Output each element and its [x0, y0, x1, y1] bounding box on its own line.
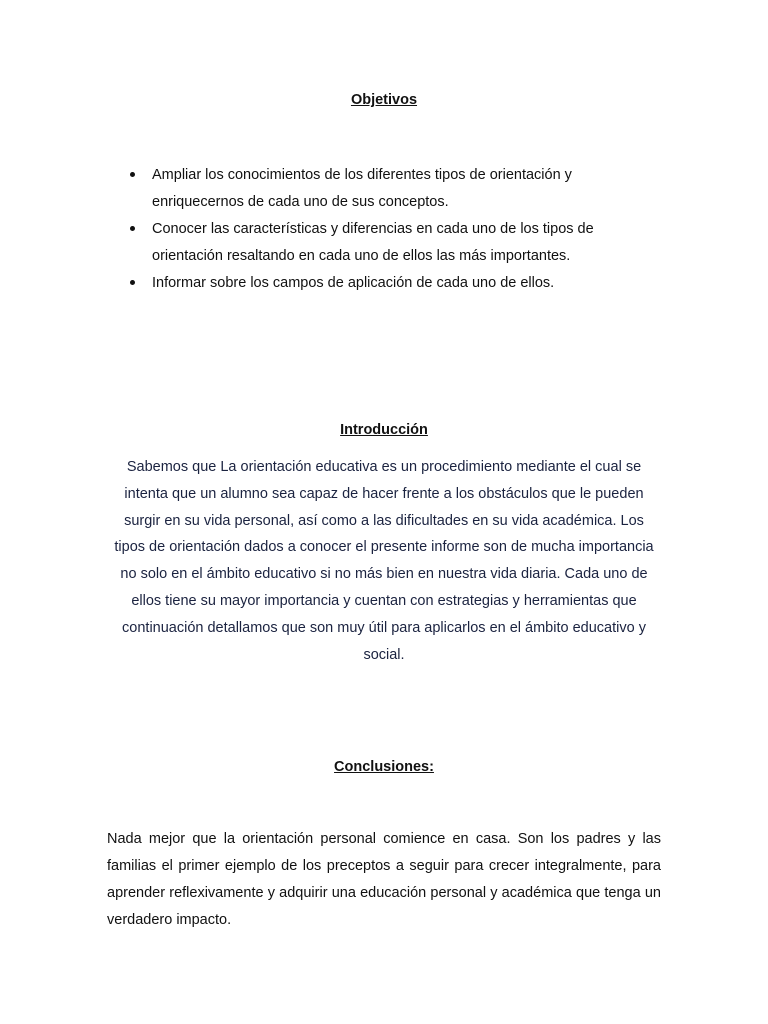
list-item	[127, 216, 627, 270]
list-item	[127, 270, 627, 297]
objetivos-list	[127, 162, 627, 297]
introduccion-heading: Introducción	[340, 422, 428, 438]
bullet-icon	[130, 172, 135, 177]
conclusiones-heading: Conclusiones:	[334, 759, 434, 775]
list-item-text: Conocer las características y diferencias en cada uno de los tipos de orientación resaltando en cada uno de ellos las más importantes.	[152, 221, 594, 264]
conclusiones-paragraph: Nada mejor que la orientación personal comience en casa. Son los padres y las familias el primer ejemplo de los preceptos a seguir para crecer integralmente, para aprender reflexivamente y adquirir una educación personal y académica que tenga un verdadero impacto.	[107, 831, 661, 928]
introduccion-paragraph: Sabemos que La orientación educativa es un procedimiento mediante el cual se intenta que un alumno sea capaz de hacer frente a los obstáculos que le pueden surgir en su vida personal, así como a las dificultades en su vida académica. Los tipos de orientación dados a conocer el presente informe son de mucha importancia no solo en el ámbito educativo si no más bien en nuestra vida diaria. Cada uno de ellos tiene su mayor importancia y cuentan con estrategias y herramientas que continuación detallamos que son muy útil para aplicarlos en el ámbito educativo y social.	[114, 459, 654, 663]
list-item	[127, 162, 627, 216]
list-item-text: Informar sobre los campos de aplicación de cada uno de ellos.	[152, 275, 555, 291]
bullet-icon	[130, 280, 135, 285]
bullet-icon	[130, 226, 135, 231]
list-item-text: Ampliar los conocimientos de los diferentes tipos de orientación y enriquecernos de cada uno de sus conceptos.	[152, 167, 572, 210]
objetivos-heading: Objetivos	[350, 92, 418, 108]
